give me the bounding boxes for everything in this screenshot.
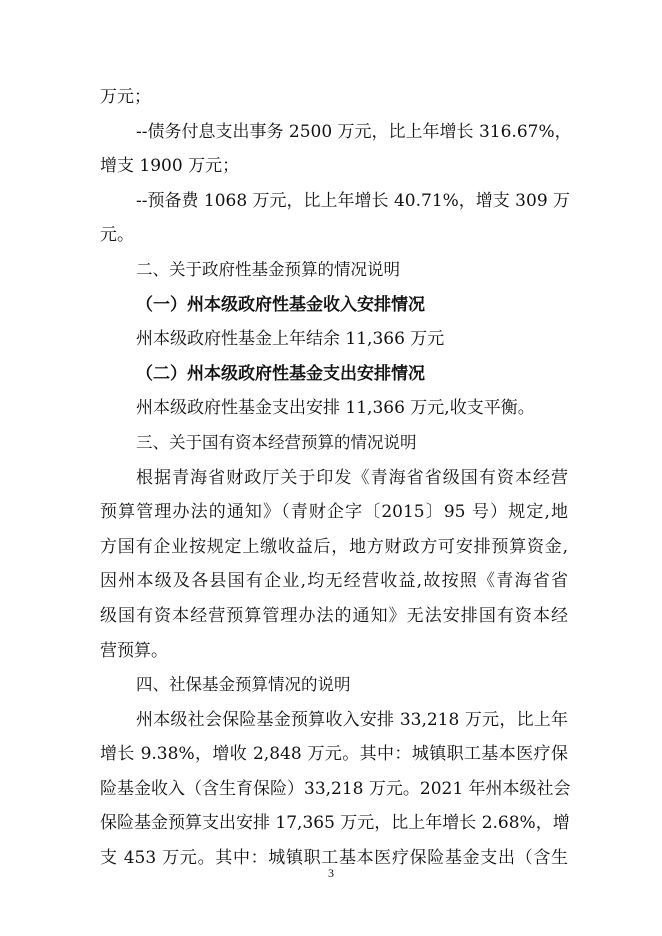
paragraph-line: 支 453 万元。其中：城镇职工基本医疗保险基金支出（含生 (100, 848, 568, 869)
paragraph-line: 根据青海省财政厅关于印发《青海省省级国有资本经营 (136, 467, 568, 488)
section-heading: 二、关于政府性基金预算的情况说明 (136, 259, 400, 279)
paragraph-line: 元。 (100, 225, 134, 246)
section-heading: 四、社保基金预算情况的说明 (136, 675, 351, 695)
paragraph-line: --预备费 1068 万元，比上年增长 40.71%，增支 309 万 (136, 190, 571, 211)
paragraph-line: 增长 9.38%，增收 2,848 万元。其中：城镇职工基本医疗保 (100, 744, 568, 765)
paragraph-line: 保险基金预算支出安排 17,365 万元，比上年增长 2.68%，增 (100, 813, 570, 834)
paragraph-line: 增支 1900 万元； (100, 156, 240, 177)
paragraph-line: 州本级社会保险基金预算收入安排 33,218 万元，比上年 (136, 709, 568, 730)
paragraph-line: 万元； (100, 87, 151, 107)
section-heading: 三、关于国有资本经营预算的情况说明 (136, 432, 417, 452)
paragraph-line: 州本级政府性基金上年结余 11,366 万元 (136, 329, 445, 350)
paragraph-line: 级国有资本经营预算管理办法的通知》无法安排国有资本经 (100, 605, 568, 626)
page-number: 3 (328, 866, 334, 880)
paragraph-line: 营预算。 (100, 640, 168, 661)
paragraph-line: 方国有企业按规定上缴收益后，地方财政方可安排预算资金, (100, 536, 568, 557)
paragraph-line: 险基金收入（含生育保险）33,218 万元。2021 年州本级社会 (100, 778, 571, 799)
paragraph-line: 因州本级及各县国有企业,均无经营收益,故按照《青海省省 (100, 571, 568, 592)
document-body (100, 80, 572, 876)
paragraph-line: 州本级政府性基金支出安排 11,366 万元,收支平衡。 (136, 398, 535, 419)
paragraph-line: --债务付息支出事务 2500 万元，比上年增长 316.67%， (136, 121, 572, 142)
paragraph-line: 预算管理办法的通知》（青财企字〔2015〕95 号）规定,地 (100, 502, 568, 523)
subsection-heading: （二）州本级政府性基金支出安排情况 (136, 363, 425, 384)
subsection-heading: （一）州本级政府性基金收入安排情况 (136, 294, 425, 315)
